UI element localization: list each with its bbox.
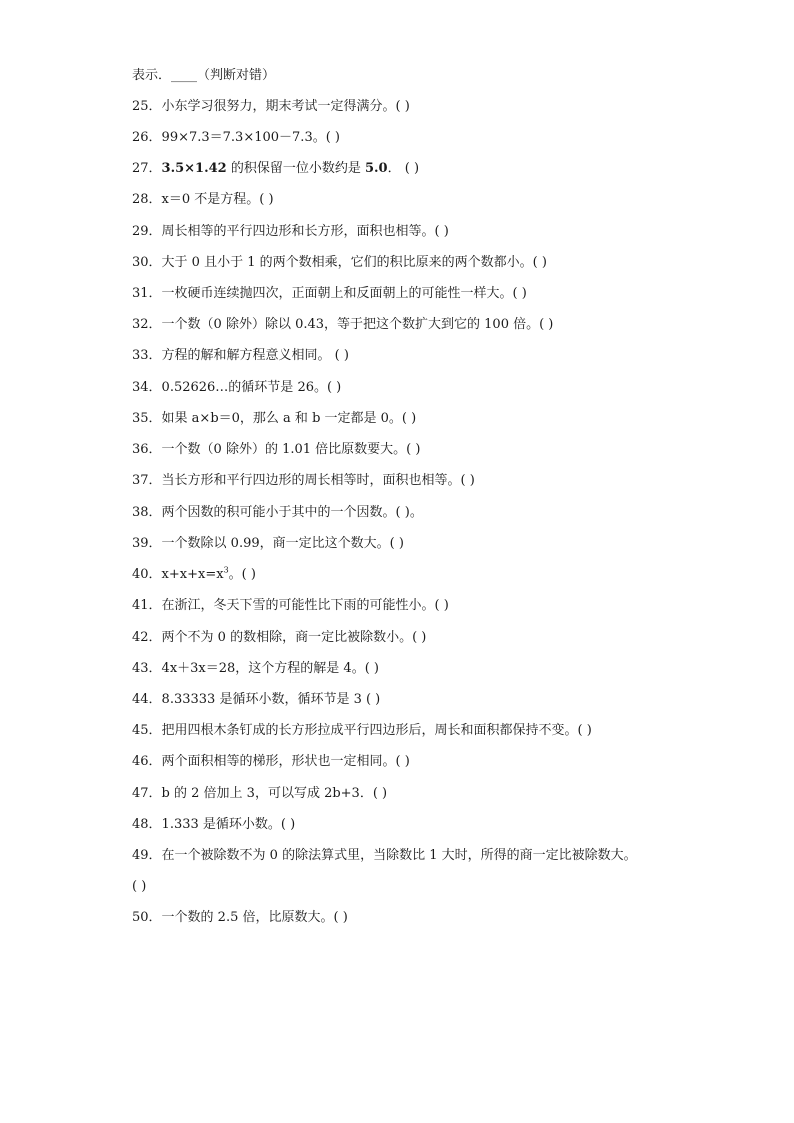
- question-43: [132, 661, 732, 677]
- question-40: [132, 567, 732, 583]
- question-34: [132, 380, 732, 396]
- question-text: 小东学习很努力，期末考试一定得满分。( ): [161, 99, 410, 114]
- question-text: 方程的解和解方程意义相同。 ( ): [161, 348, 349, 363]
- question-number: 29．: [132, 224, 162, 239]
- question-text: 一个数（0 除外）除以 0.43，等于把这个数扩大到它的 100 倍。( ): [161, 317, 554, 332]
- question-47: [132, 786, 732, 802]
- question-30: [132, 255, 732, 271]
- question-39: [132, 536, 732, 552]
- question-38: [132, 505, 732, 521]
- question-text: 周长相等的平行四边形和长方形，面积也相等。( ): [161, 224, 449, 239]
- question-number: 43．: [132, 661, 162, 676]
- question-text: 当长方形和平行四边形的周长相等时，面积也相等。( ): [161, 473, 475, 488]
- question-number: 38．: [132, 505, 162, 520]
- question-number: 28．: [132, 192, 162, 207]
- question-27: [132, 161, 732, 177]
- question-text: 的积保留一位小数约是: [226, 161, 365, 176]
- question-text: 99×7.3＝7.3×100－7.3。( ): [161, 130, 340, 145]
- question-number: 47．: [132, 786, 162, 801]
- question-41: [132, 598, 732, 614]
- question-49-answer-line: [132, 879, 732, 895]
- question-text-end: 。( ): [228, 567, 256, 582]
- intro-line: 表示．____（判断对错）: [132, 68, 276, 83]
- question-text: 大于 0 且小于 1 的两个数相乘，它们的积比原来的两个数都小。( ): [161, 255, 547, 270]
- question-value: 5.0: [364, 161, 388, 176]
- question-36: [132, 442, 732, 458]
- question-text: 一个数的 2.5 倍，比原数大。( ): [161, 910, 348, 925]
- question-33: [132, 348, 732, 364]
- question-46: [132, 754, 732, 770]
- question-number: 34．: [132, 380, 162, 395]
- question-32: [132, 317, 732, 333]
- question-text: b 的 2 倍加上 3，可以写成 2b+3．( ): [161, 786, 388, 801]
- question-text: 在一个被除数不为 0 的除法算式里，当除数比 1 大时，所得的商一定比被除数大。: [161, 848, 637, 863]
- question-number: 42．: [132, 630, 162, 645]
- question-number: 37．: [132, 473, 162, 488]
- question-text: 一枚硬币连续抛四次，正面朝上和反面朝上的可能性一样大。( ): [161, 286, 527, 301]
- question-text: 8.33333 是循环小数，循环节是 3 ( ): [161, 692, 381, 707]
- question-number: 41．: [132, 598, 162, 613]
- question-49: [132, 848, 732, 864]
- question-48: [132, 817, 732, 833]
- question-text: 两个面积相等的梯形，形状也一定相同。( ): [161, 754, 410, 769]
- question-29: [132, 224, 732, 240]
- question-text: ( ): [132, 879, 147, 894]
- question-50: [132, 910, 732, 926]
- question-number: 32．: [132, 317, 162, 332]
- question-number: 39．: [132, 536, 162, 551]
- question-44: [132, 692, 732, 708]
- question-37: [132, 473, 732, 489]
- question-number: 50．: [132, 910, 162, 925]
- question-number: 48．: [132, 817, 162, 832]
- question-number: 26．: [132, 130, 162, 145]
- exponent: 3: [223, 565, 229, 575]
- question-text: 一个数（0 除外）的 1.01 倍比原数要大。( ): [161, 442, 421, 457]
- question-number: 31．: [132, 286, 162, 301]
- question-text: 两个不为 0 的数相除，商一定比被除数小。( ): [161, 630, 427, 645]
- question-number: 33．: [132, 348, 162, 363]
- question-31: [132, 286, 732, 302]
- question-text: 在浙江，冬天下雪的可能性比下雨的可能性小。( ): [161, 598, 449, 613]
- question-45: [132, 723, 732, 739]
- question-text: x＝0 不是方程。( ): [161, 192, 274, 207]
- question-expression: 3.5×1.42: [161, 161, 227, 176]
- question-number: 30．: [132, 255, 162, 270]
- question-number: 46．: [132, 754, 162, 769]
- question-26: [132, 130, 732, 146]
- question-number: 36．: [132, 442, 162, 457]
- question-25: [132, 99, 732, 115]
- question-number: 45．: [132, 723, 162, 738]
- question-35: [132, 411, 732, 427]
- question-text: 把用四根木条钉成的长方形拉成平行四边形后，周长和面积都保持不变。( ): [161, 723, 592, 738]
- question-28: [132, 192, 732, 208]
- question-text: 1.333 是循环小数。( ): [161, 817, 296, 832]
- question-text: 4x＋3x＝28，这个方程的解是 4。( ): [161, 661, 379, 676]
- question-text: 两个因数的积可能小于其中的一个因数。( )。: [161, 505, 423, 520]
- question-number: 44．: [132, 692, 162, 707]
- question-number: 35．: [132, 411, 162, 426]
- question-text: 如果 a×b＝0，那么 a 和 b 一定都是 0。( ): [161, 411, 417, 426]
- question-42: [132, 630, 732, 646]
- question-text-end: ． ( ): [387, 161, 420, 176]
- question-number: 25．: [132, 99, 162, 114]
- question-text: 一个数除以 0.99，商一定比这个数大。( ): [161, 536, 404, 551]
- question-number: 49．: [132, 848, 162, 863]
- question-number: 27．: [132, 161, 162, 176]
- question-number: 40．: [132, 567, 162, 582]
- question-expression: x+x+x=x: [161, 567, 224, 582]
- question-text: 0.52626…的循环节是 26。( ): [161, 380, 342, 395]
